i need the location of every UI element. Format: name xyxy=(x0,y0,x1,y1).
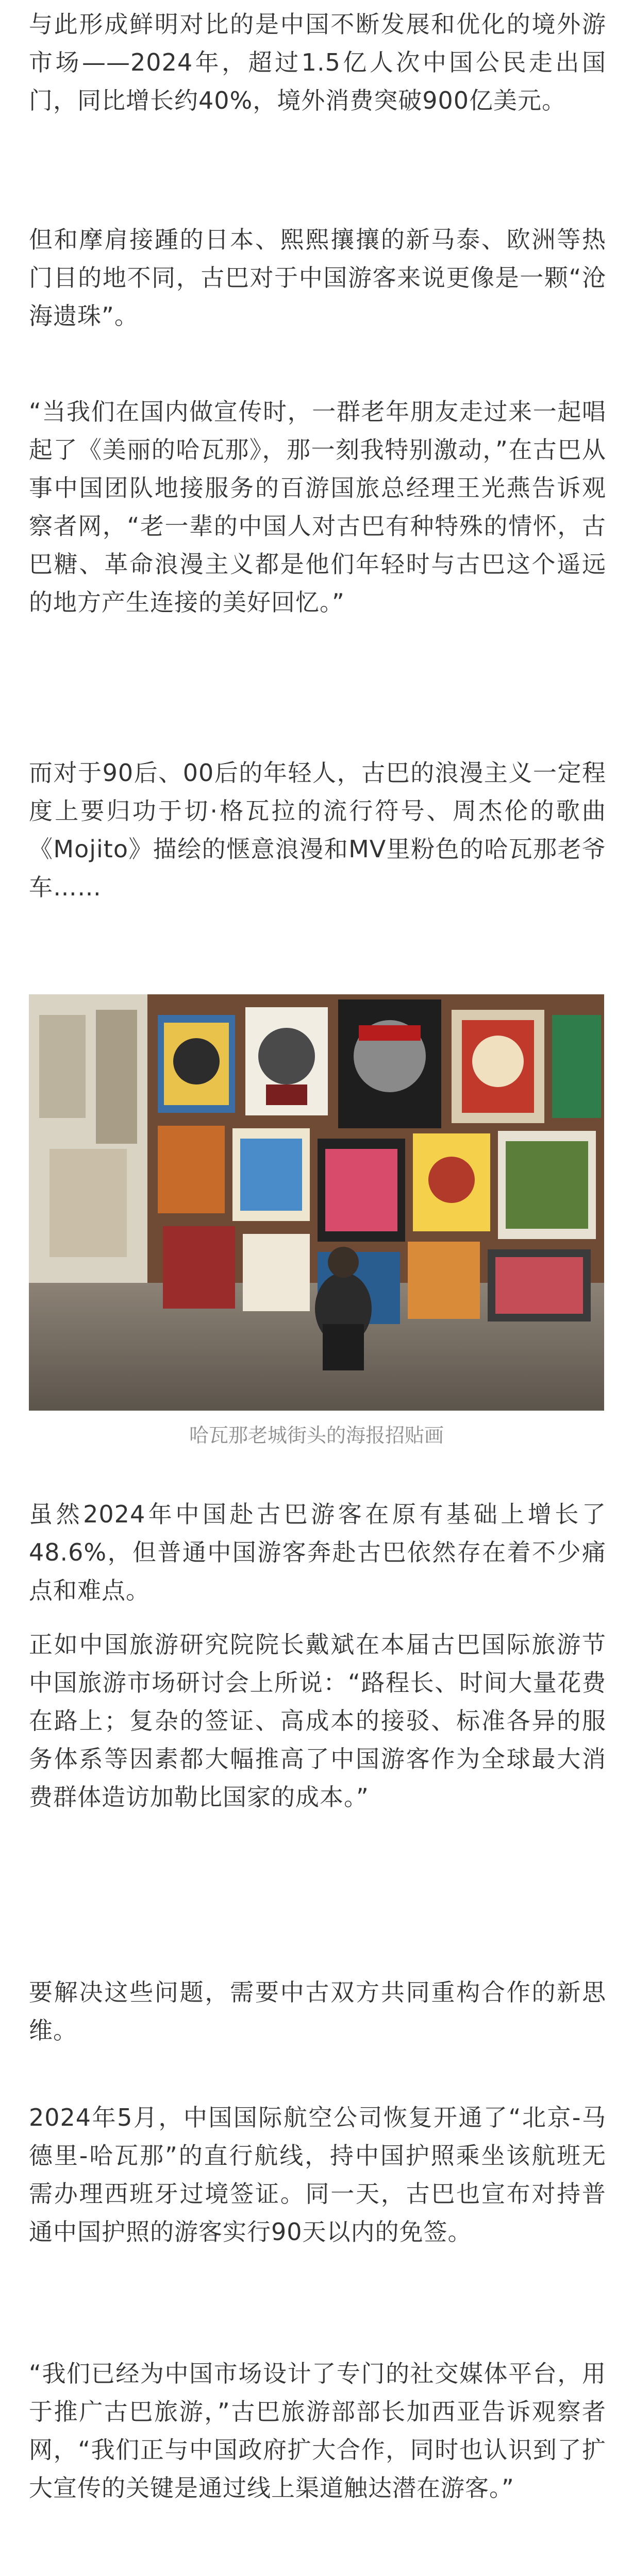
paragraph: 2024年5月，中国国际航空公司恢复开通了“北京-马德里-哈瓦那”的直行航线，持中国护照乘坐该航班无需办理西班牙过境签证。同一天，古巴也宣布对持普通中国护照的游客实行90天以内的免签。 xyxy=(29,2104,606,2246)
paragraph: 虽然2024年中国赴古巴游客在原有基础上增长了48.6%，但普通中国游客奔赴古巴依然存在着不少痛点和难点。 xyxy=(29,1500,606,1604)
street-poster-photo xyxy=(29,994,604,1411)
photo-caption: 哈瓦那老城街头的海报招贴画 xyxy=(189,1424,444,1447)
paragraph: “我们已经为中国市场设计了专门的社交媒体平台，用于推广古巴旅游，”古巴旅游部部长加西亚告诉观察者网，“我们正与中国政府扩大合作，同时也认识到了扩大宣传的关键是通过线上渠道触达潜在游客。” xyxy=(29,2360,606,2502)
paragraph: 而对于90后、00后的年轻人，古巴的浪漫主义一定程度上要归功于切·格瓦拉的流行符号、周杰伦的歌曲《Mojito》描绘的惬意浪漫和MV里粉色的哈瓦那老爷车…… xyxy=(29,759,606,901)
paragraph: “当我们在国内做宣传时，一群老年朋友走过来一起唱起了《美丽的哈瓦那》，那一刻我特别激动，”在古巴从事中国团队地接服务的百游国旅总经理王光燕告诉观察者网，“老一辈的中国人对古巴有种特殊的情怀，古巴糖、革命浪漫主义都是他们年轻时与古巴这个遥远的地方产生连接的美好回忆。” xyxy=(29,398,606,616)
paragraph: 但和摩肩接踵的日本、熙熙攘攘的新马泰、欧洲等热门目的地不同，古巴对于中国游客来说更像是一颗“沧海遗珠”。 xyxy=(29,226,606,330)
paragraph: 正如中国旅游研究院院长戴斌在本届古巴国际旅游节中国旅游市场研讨会上所说：“路程长、时间大量花费在路上；复杂的签证、高成本的接驳、标准各异的服务体系等因素都大幅推高了中国游客作为全球最大消费群体造访加勒比国家的成本。” xyxy=(29,1631,606,1811)
paragraph: 与此形成鲜明对比的是中国不断发展和优化的境外游市场——2024年，超过1.5亿人次中国公民走出国门，同比增长约40%，境外消费突破900亿美元。 xyxy=(29,10,606,114)
paragraph: 要解决这些问题，需要中古双方共同重构合作的新思维。 xyxy=(29,1978,606,2044)
